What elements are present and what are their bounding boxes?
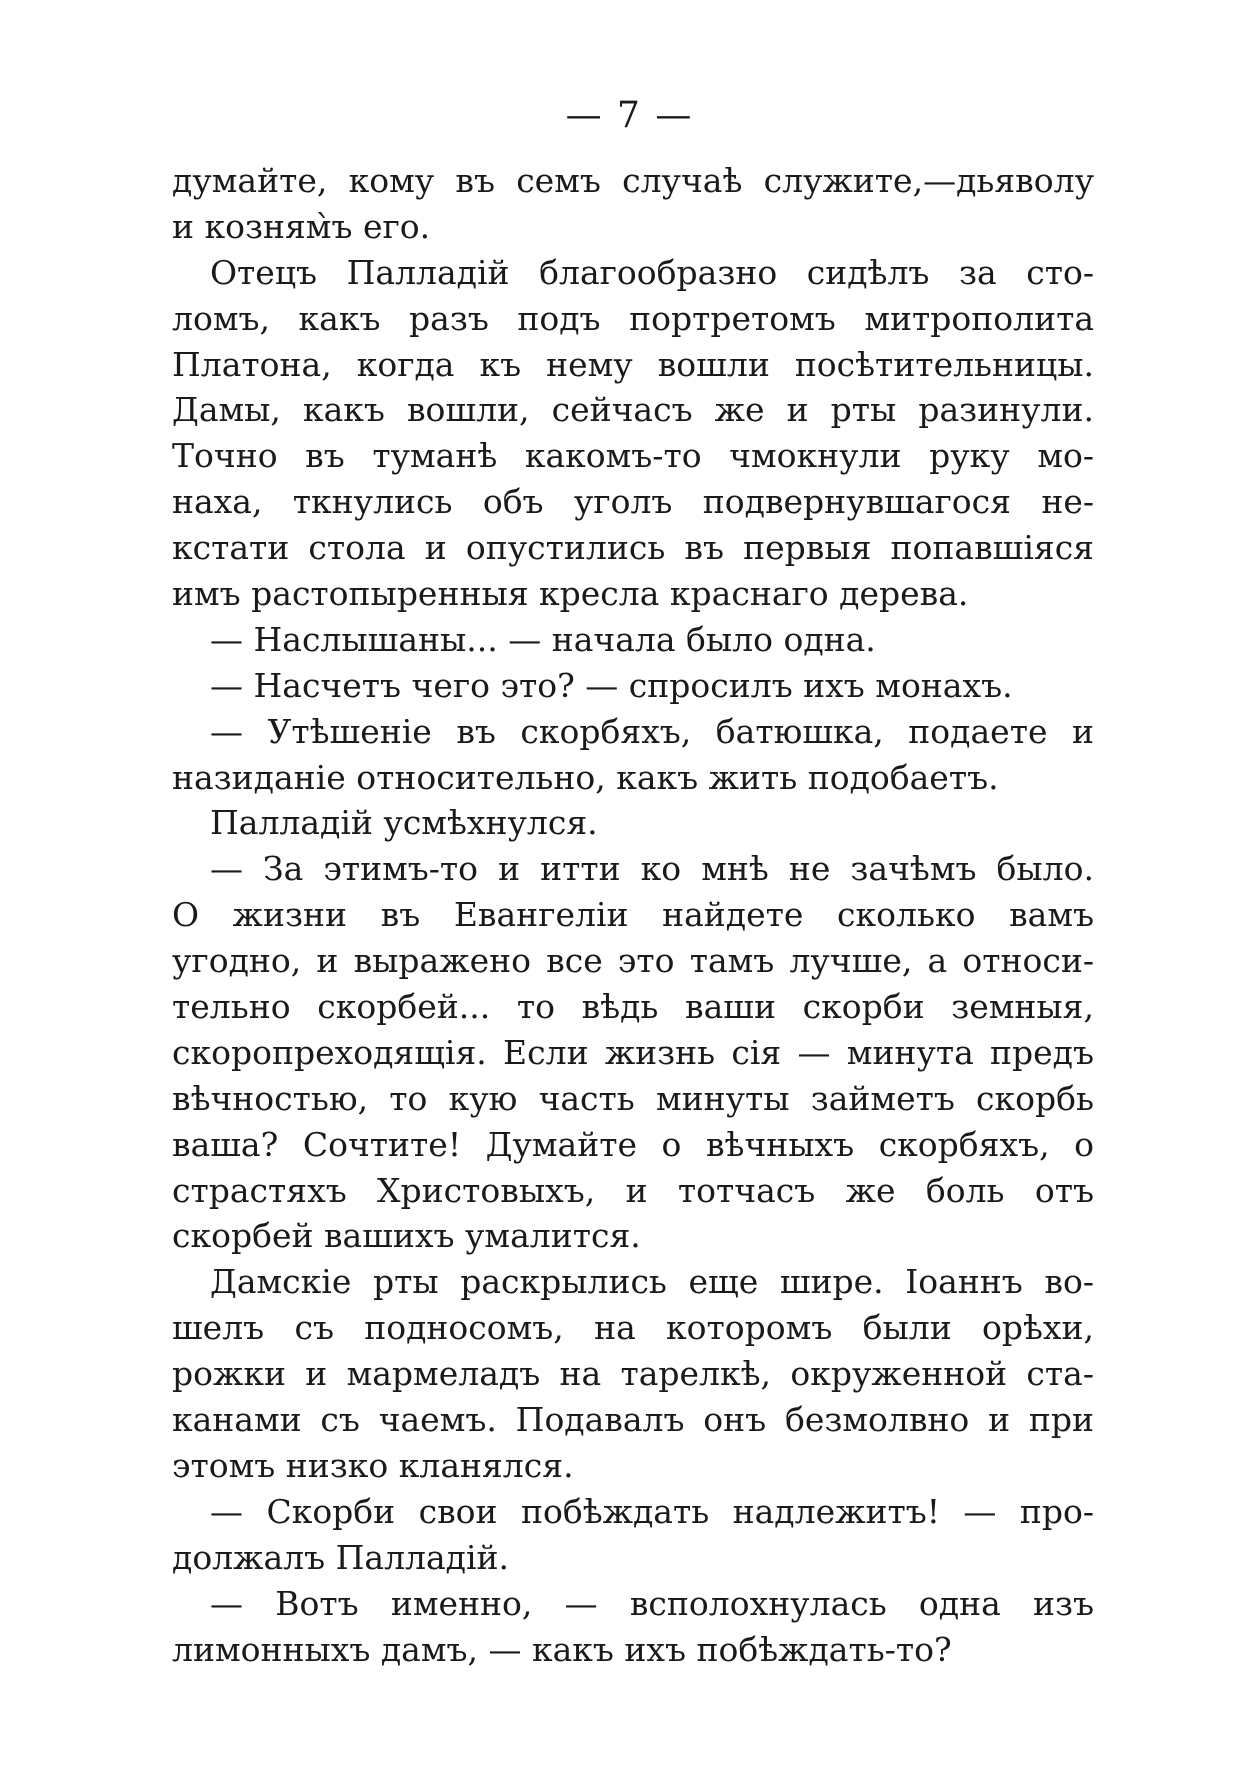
- text-line: Дамы, какъ вошли, сейчасъ же и рты разинули.: [172, 390, 1094, 430]
- text-line: Платона, когда къ нему вошли посѣтительницы.: [172, 344, 1094, 384]
- text-line: Отецъ Палладій благообразно сидѣлъ за сто-: [210, 252, 1094, 292]
- text-line: и козням̀ъ его.: [172, 206, 431, 246]
- text-line: наха, ткнулись объ уголъ подвернувшагося не-: [172, 482, 1094, 522]
- text-line: шелъ съ подносомъ, на которомъ были орѣхи,: [172, 1308, 1094, 1348]
- text-line: О жизни въ Евангелiи найдете сколько вамъ: [172, 895, 1094, 935]
- text-line: должалъ Палладій.: [172, 1537, 510, 1577]
- text-line: кстати стола и опустились въ первыя попавшiяся: [172, 528, 1094, 568]
- text-line: Точно въ туманѣ какомъ-то чмокнули руку мо-: [172, 436, 1094, 476]
- text-line: этомъ низко кланялся.: [172, 1445, 574, 1485]
- text-line: думайте, кому въ семъ случаѣ служите,—дьяволу: [172, 161, 1094, 200]
- body-text: [172, 158, 1094, 1672]
- text-line: скоропреходящiя. Если жизнь сiя — минута предъ: [172, 1032, 1094, 1072]
- text-line: назиданiе относительно, какъ жить подобаетъ.: [172, 757, 999, 797]
- text-line: канами съ чаемъ. Подавалъ онъ безмолвно и при: [172, 1400, 1094, 1440]
- text-line: — Скорби свои побѣждать надлежитъ! — про-: [210, 1491, 1094, 1531]
- text-line: страстяхъ Христовыхъ, и тотчасъ же боль отъ: [172, 1170, 1094, 1210]
- text-line: вѣчностью, то кую часть минуты займетъ скорбь: [172, 1078, 1094, 1118]
- text-line: Дамскiе рты раскрылись еще шире. Iоаннъ во-: [210, 1262, 1094, 1302]
- text-line: имъ растопыренныя кресла краснаго дерева.: [172, 574, 969, 614]
- text-line: скорбей вашихъ умалится.: [172, 1216, 641, 1256]
- text-line: лимонныхъ дамъ, — какъ ихъ побѣждать-то?: [172, 1629, 952, 1669]
- text-line: рожки и мармеладъ на тарелкѣ, окруженной ста-: [172, 1354, 1094, 1394]
- text-line: — Насчетъ чего это? — спросилъ ихъ монахъ.: [210, 665, 1013, 705]
- text-line: — Наслышаны... — начала было одна.: [210, 619, 876, 659]
- text-line: угодно, и выражено все это тамъ лучше, а относи-: [172, 941, 1094, 981]
- page-number: — 7 —: [565, 95, 694, 136]
- text-line: Палладій усмѣхнулся.: [210, 803, 598, 843]
- text-line: тельно скорбей... то вѣдь ваши скорби земныя,: [172, 987, 1094, 1027]
- text-line: — За этимъ-то и итти ко мнѣ не зачѣмъ было.: [210, 849, 1094, 889]
- text-line: ваша? Сочтите! Думайте о вѣчныхъ скорбяхъ, о: [172, 1124, 1094, 1164]
- text-line: — Вотъ именно, — всполохнулась одна изъ: [210, 1583, 1094, 1623]
- text-line: ломъ, какъ разъ подъ портретомъ митрополита: [172, 298, 1094, 338]
- text-line: — Утѣшенiе въ скорбяхъ, батюшка, подаете и: [210, 711, 1094, 751]
